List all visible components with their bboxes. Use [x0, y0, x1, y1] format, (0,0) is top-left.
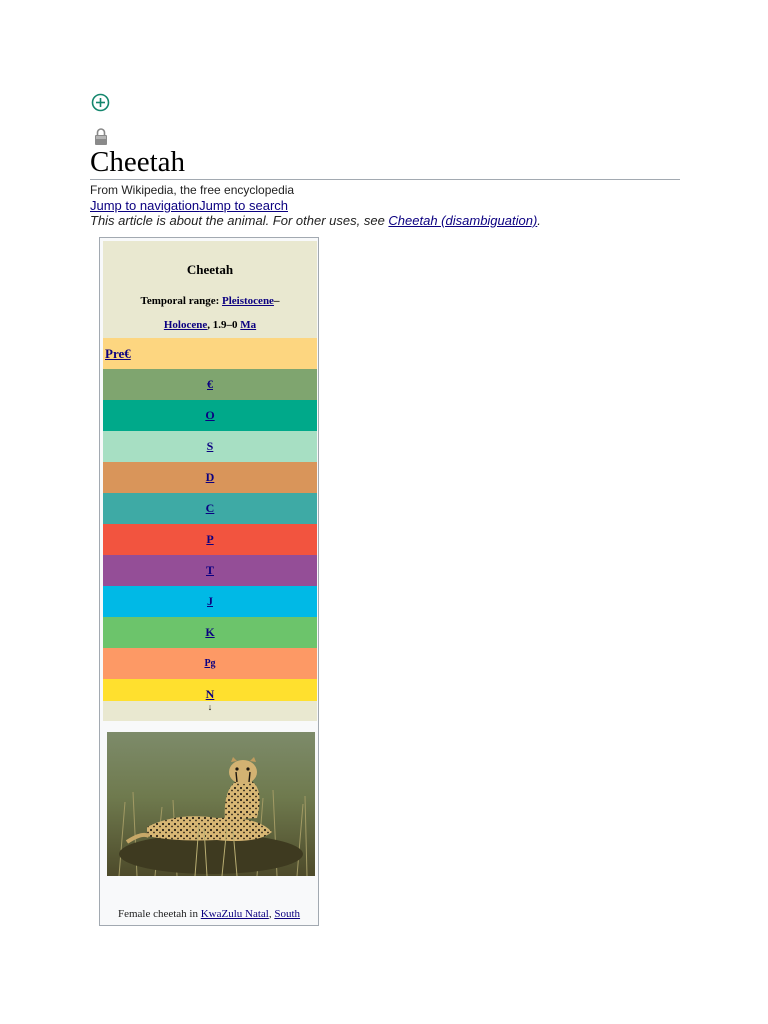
period-row [103, 431, 317, 462]
period-row [103, 648, 317, 679]
period-row [103, 462, 317, 493]
period-link[interactable]: Pre€ [105, 346, 131, 361]
taxobox-title: Cheetah [186, 262, 234, 277]
period-row [103, 586, 317, 617]
temporal-range [103, 295, 317, 307]
period-link[interactable]: K [205, 625, 215, 639]
period-link[interactable]: P [206, 532, 214, 546]
period-link[interactable]: D [205, 470, 215, 484]
hatnote-end: . [537, 213, 541, 228]
period-link[interactable]: C [205, 501, 215, 515]
period-link[interactable]: S [206, 439, 214, 453]
disambiguation-link[interactable]: Cheetah (disambiguation) [388, 213, 538, 228]
kwazulu-natal-link[interactable]: KwaZulu Natal [200, 908, 269, 920]
period-link[interactable]: Pg [204, 658, 216, 669]
hatnote [90, 212, 541, 229]
hatnote-text: This article is about the animal. For other uses, see [90, 213, 389, 228]
pleistocene-link[interactable]: Pleistocene [222, 295, 274, 307]
ma-link[interactable]: Ma [240, 319, 257, 331]
period-link[interactable]: O [205, 408, 215, 422]
holocene-link[interactable]: Holocene [163, 319, 208, 331]
period-link[interactable]: N [205, 687, 215, 701]
temporal-range-label: Temporal range: [140, 295, 223, 307]
temporal-range-continued [103, 319, 317, 331]
period-row [103, 369, 317, 400]
page-title: Cheetah [90, 146, 186, 178]
infobox [99, 237, 319, 926]
timeline-arrow: ↓ [103, 701, 317, 721]
period-row [103, 338, 317, 369]
period-row [103, 493, 317, 524]
jump-to-navigation-link[interactable]: Jump to navigation [90, 198, 200, 213]
caption-text: Female cheetah in [117, 908, 201, 920]
photo-caption [100, 908, 318, 920]
temporal-range-values: , 1.9–0 [207, 319, 241, 331]
south-africa-link[interactable]: South [274, 908, 301, 920]
lock-icon [94, 127, 108, 146]
site-tagline: From Wikipedia, the free encyclopedia [90, 183, 295, 197]
period-row [103, 400, 317, 431]
geologic-timeline [103, 338, 317, 710]
period-link[interactable]: T [205, 563, 214, 577]
caption-separator: , [268, 908, 275, 920]
period-row [103, 617, 317, 648]
period-row [103, 555, 317, 586]
period-row [103, 524, 317, 555]
taxobox-header [103, 241, 317, 338]
jump-to-search-link[interactable]: Jump to search [199, 198, 288, 213]
temporal-dash: – [273, 295, 280, 307]
period-link[interactable]: € [207, 377, 213, 391]
period-link[interactable]: J [207, 594, 213, 608]
plus-circle-icon[interactable] [91, 93, 110, 112]
title-divider [90, 179, 680, 180]
cheetah-photo[interactable] [107, 732, 315, 876]
